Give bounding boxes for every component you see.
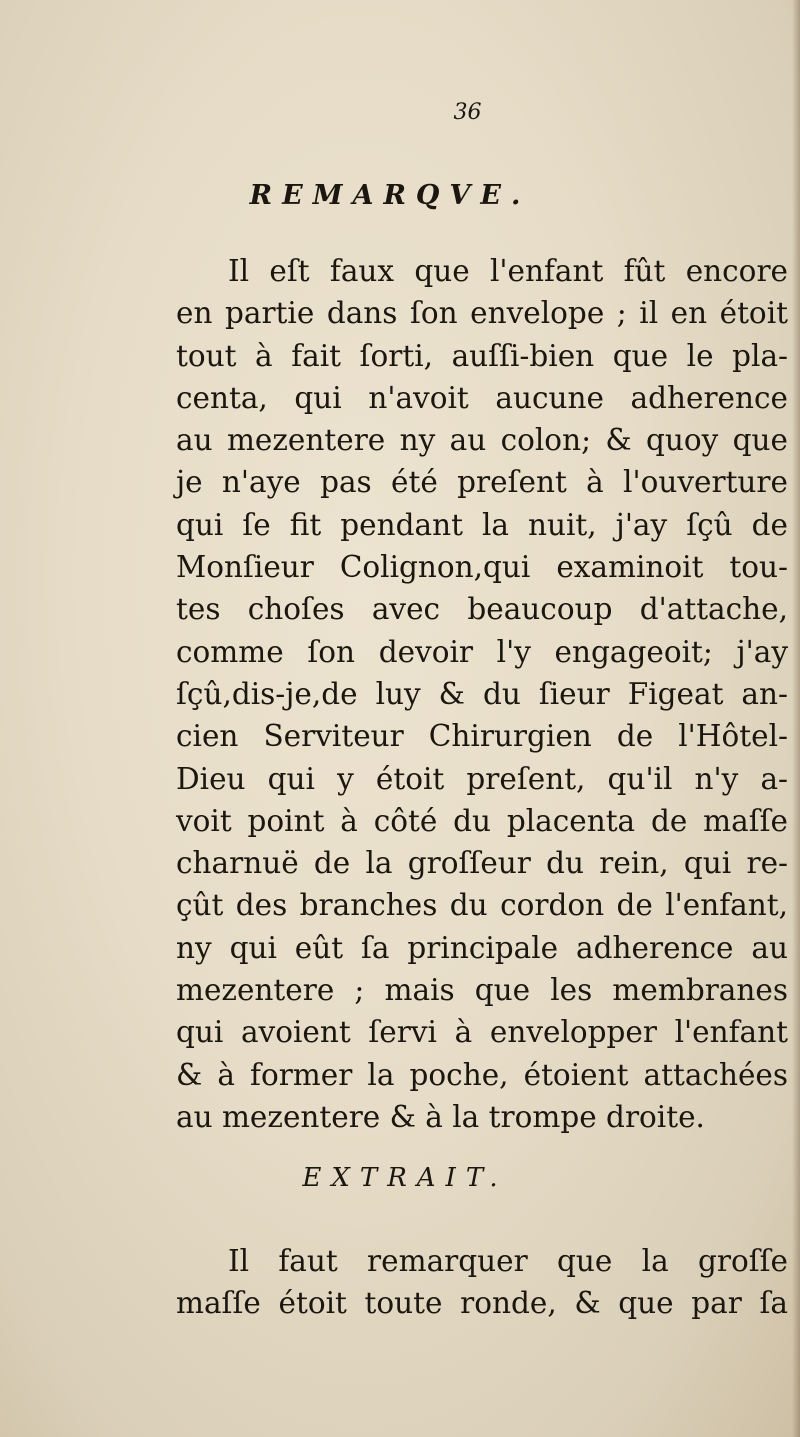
text-line: Monſieur Colignon,qui examinoit tou-	[176, 550, 788, 585]
text-line: ny qui eût ſa principale adherence au	[176, 930, 788, 965]
text-line: qui avoient ſervi à envelopper l'enfant	[176, 1015, 788, 1050]
text-line: je n'aye pas été preſent à l'ouverture	[176, 465, 788, 500]
text-line: maſſe étoit toute ronde, & que par ſa	[176, 1286, 788, 1321]
section-heading-remarque: REMARQVE.	[249, 180, 531, 211]
text-line: en partie dans ſon envelope ; il en étoit	[176, 296, 788, 331]
text-line: qui ſe fit pendant la nuit, j'ay ſçû de	[176, 507, 788, 542]
text-line: & à former la poche, étoient attachées	[176, 1057, 788, 1092]
page-number: 36	[453, 100, 482, 125]
text-line: tes choſes avec beaucoup d'attache,	[176, 592, 788, 627]
text-line: au mezentere & à la trompe droite.	[176, 1099, 705, 1134]
remarque-paragraph	[176, 250, 788, 1138]
section-heading-extrait: EXTRAIT.	[302, 1163, 508, 1193]
text-line: cien Serviteur Chirurgien de l'Hôtel-	[176, 719, 788, 754]
page-edge-shadow	[792, 0, 800, 1437]
text-line: tout à fait ſorti, auſſi-bien que le pla-	[176, 338, 788, 373]
text-line: voit point à côté du placenta de maſſe	[176, 803, 788, 838]
text-line: Il eſt faux que l'enfant fût encore	[228, 254, 788, 288]
text-line: ſçû,dis-je,de luy & du ſieur Figeat an-	[176, 676, 788, 711]
text-line: Il faut remarquer que la groſſe	[228, 1244, 788, 1278]
text-line: mezentere ; mais que les membranes	[176, 973, 788, 1008]
text-line: comme ſon devoir l'y engageoit; j'ay	[176, 634, 788, 669]
text-line: centa, qui n'avoit aucune adherence	[176, 380, 788, 415]
text-line: au mezentere ny au colon; & quoy que	[176, 423, 788, 458]
text-line: çût des branches du cordon de l'enfant,	[176, 888, 788, 923]
text-line: charnuë de la groſſeur du rein, qui re-	[176, 846, 788, 881]
extrait-paragraph	[176, 1240, 788, 1325]
text-line: Dieu qui y étoit preſent, qu'il n'y a-	[176, 761, 788, 796]
